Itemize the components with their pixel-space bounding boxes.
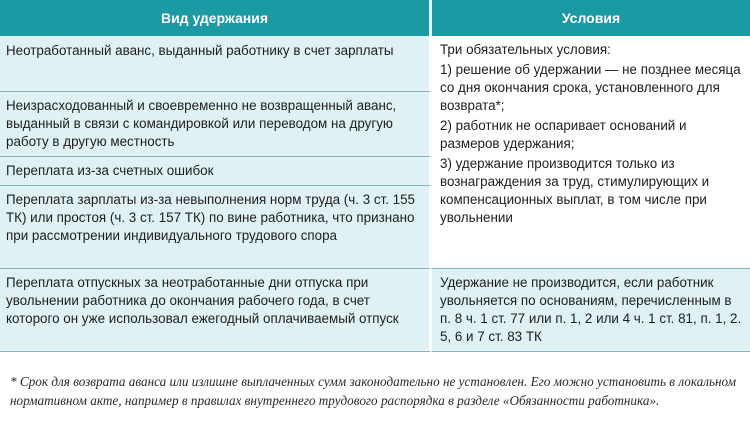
header-conditions: Условия <box>432 0 750 36</box>
condition-item: 3) удержание производится только из вознаграждения за труд, стимулирующих и компенсационных выплат, в том числе при увольнении <box>440 156 710 225</box>
condition-item: 1) решение об удержании — не позднее месяца со дня окончания срока, установленного для возврата*; <box>440 62 741 113</box>
table-row <box>0 36 750 92</box>
condition-item: 2) работник не оспаривает оснований и размеров удержания; <box>440 118 687 151</box>
deduction-type-cell: Переплата отпускных за неотработанные дни отпуска при увольнении работника до окончания рабочего года, в счет которого он уже использовал ежегодный оплачиваемый отпуск <box>0 269 432 352</box>
conditions-intro: Три обязательных условия: <box>440 42 611 57</box>
deduction-type-cell: Переплата зарплаты из-за невыполнения норм труда (ч. 3 ст. 155 ТК) или простоя (ч. 3 ст. 157 ТК) по вине работника, что признано при рассмотрении индивидуального трудового спора <box>0 186 432 269</box>
header-deduction-type: Вид удержания <box>0 0 432 36</box>
deduction-type-cell: Переплата из-за счетных ошибок <box>0 157 432 186</box>
table-row <box>0 269 750 352</box>
conditions-cell <box>432 36 750 269</box>
footnote: * Срок для возврата аванса или излишне выплаченных сумм законодательно не установлен. Его можно установить в локальном нормативном акте, например в правилах внутреннего трудового распорядка в разделе «Обязанности работника». <box>10 374 737 408</box>
table-header-row <box>0 0 750 36</box>
deduction-type-cell: Неизрасходованный и своевременно не возвращенный аванс, выданный в связи с командировкой или переводом на другую работу в другую местность <box>0 92 432 157</box>
deduction-type-cell: Неотработанный аванс, выданный работнику в счет зарплаты <box>0 36 432 92</box>
conditions-cell-last: Удержание не производится, если работник увольняется по основаниям, перечисленным в п. 8 ч. 1 ст. 77 или п. 1, 2 или 4 ч. 1 ст. 81, п. 1, 2. 5, 6 и 7 ст. 83 ТК <box>432 269 750 352</box>
